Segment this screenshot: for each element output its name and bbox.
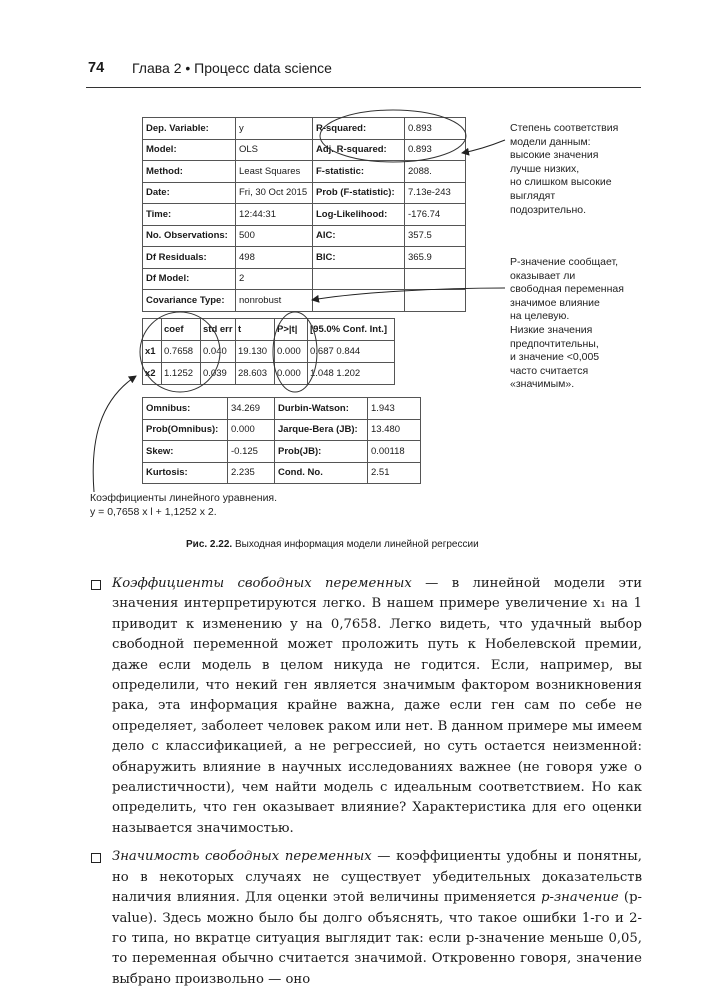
table-cell: 2088.	[405, 161, 466, 183]
table-cell: Durbin-Watson:	[275, 398, 368, 420]
pvalue-ellipse	[273, 312, 317, 392]
table-cell: nonrobust	[236, 290, 313, 312]
annotation-line: оказывает ли	[510, 269, 576, 282]
annotation-line: на целевую.	[510, 310, 570, 323]
table-cell: Omnibus:	[143, 398, 228, 420]
figure-caption	[186, 539, 479, 550]
rsquared-ellipse	[320, 110, 466, 162]
table-cell: Least Squares	[236, 161, 313, 183]
annotation-line: «значимым».	[510, 378, 575, 391]
coef-arrow	[93, 376, 136, 492]
list-item	[88, 574, 642, 839]
table-cell: Df Residuals:	[143, 247, 236, 269]
table-cell: 7.13e-243	[405, 182, 466, 204]
table-cell: Fri, 30 Oct 2015	[236, 182, 313, 204]
table-cell: 0.893	[405, 139, 466, 161]
table-cell: t	[236, 319, 275, 341]
table-cell: 2.51	[368, 462, 421, 484]
bullet-text-after: (p-value). Здесь можно было бы долго объяснять, что такое ошибки 1-го и 2-го типа, но вкратце ситуация выглядит так: если p-значение меньше 0,05, то переменная обычно считается значимой. Откровенно говоря, значение выбрано произвольно — оно	[112, 890, 642, 987]
table-cell: Prob(JB):	[275, 441, 368, 463]
table-cell: 13.480	[368, 419, 421, 441]
table-cell: Covariance Type:	[143, 290, 236, 312]
table-cell: Method:	[143, 161, 236, 183]
table-cell: 2	[236, 268, 313, 290]
table-cell: 28.603	[236, 363, 275, 385]
table-cell: Log-Likelihood:	[313, 204, 405, 226]
figure-label: Рис. 2.22.	[186, 539, 233, 550]
annotation-line: подозрительно.	[510, 203, 586, 216]
coef-ellipse	[140, 312, 220, 392]
bullet-term-2: p-значение	[541, 890, 619, 906]
table-cell: 0.000	[275, 363, 308, 385]
table-cell: Prob(Omnibus):	[143, 419, 228, 441]
annotation-line: значимое влияние	[510, 296, 600, 309]
annotation-line: предпочтительны,	[510, 337, 599, 350]
table-cell: Skew:	[143, 441, 228, 463]
table-cell: Prob (F-statistic):	[313, 182, 405, 204]
chapter-title: Глава 2 • Процесс data science	[132, 60, 332, 76]
table-cell: 0.687 0.844	[308, 341, 395, 363]
bullet-text: — коэффициенты удобны и понятны, но в некоторых случаях не существует убедительных доказательств наличия влияния. Для оценки этой величины применяется	[112, 849, 642, 906]
annotation-line: и значение <0,005	[510, 351, 600, 364]
bullet-list	[88, 574, 642, 998]
table-cell: -176.74	[405, 204, 466, 226]
table-cell: Time:	[143, 204, 236, 226]
table-cell: 0.7658	[162, 341, 201, 363]
table-cell: 1.943	[368, 398, 421, 420]
table-cell: Dep. Variable:	[143, 118, 236, 140]
annotation-line: лучше низких,	[510, 162, 580, 175]
table-cell: 365.9	[405, 247, 466, 269]
annotation-line: Р-значение сообщает,	[510, 256, 619, 268]
checkbox-bullet-icon	[91, 853, 101, 863]
table-cell: 34.269	[228, 398, 275, 420]
table-cell: coef	[162, 319, 201, 341]
table-cell: BIC:	[313, 247, 405, 269]
table-cell: 12:44:31	[236, 204, 313, 226]
table-cell: 357.5	[405, 225, 466, 247]
table-cell: OLS	[236, 139, 313, 161]
annotation-line: часто считается	[510, 364, 589, 377]
annotation-line: выглядят	[510, 189, 556, 202]
page-number: 74	[88, 60, 105, 76]
annotation-line: высокие значения	[510, 149, 599, 162]
table-cell: -0.125	[228, 441, 275, 463]
table-cell: 0.893	[405, 118, 466, 140]
table-cell: 0.00118	[368, 441, 421, 463]
annotation-line: свободная переменная	[510, 283, 624, 296]
annotation-line: модели данным:	[510, 135, 591, 148]
table-cell: No. Observations:	[143, 225, 236, 247]
bullet-term: Значимость свободных переменных	[112, 849, 372, 865]
annotation-line: Степень соответствия	[510, 122, 619, 134]
table-cell: [95.0% Conf. Int.]	[308, 319, 395, 341]
checkbox-bullet-icon	[91, 580, 101, 590]
table-cell: 0.000	[228, 419, 275, 441]
table-cell: Jarque-Bera (JB):	[275, 419, 368, 441]
table-cell: AIC:	[313, 225, 405, 247]
table-cell: Model:	[143, 139, 236, 161]
table-cell: Kurtosis:	[143, 462, 228, 484]
table-cell: 498	[236, 247, 313, 269]
rsquared-arrow	[462, 140, 505, 153]
table-cell: 0.040	[201, 341, 236, 363]
table-cell: F-statistic:	[313, 161, 405, 183]
bullet-text: — в линейной модели эти значения интерпретируются легко. В нашем примере увеличение x₁ на 1 приводит к изменению y на 0,7658. Легко видеть, что удачный выбор свободной переменной может проложить путь к Нобелевской премии, даже если модель в целом никуда не годится. Если, например, вы определили, что некий ген является значимым фактором возникновения рака, эта информация крайне важна, даже если ген сам по себе не определяет, заболеет человек раком или нет. В данном примере мы имеем дело с классификацией, а не регрессией, но суть остается неизменной: обнаружить влияние в научных исследованиях важнее (не говоря уже о реалистичности), чем найти модель с идеальным соответствием. Но как определить, что ген оказывает влияние? Характеристика для его оценки называется значимостью.	[112, 576, 643, 836]
table-cell: std err	[201, 319, 236, 341]
table-cell: Adj. R-squared:	[313, 139, 405, 161]
table-cell: y	[236, 118, 313, 140]
bullet-term: Коэффициенты свободных переменных	[112, 576, 412, 591]
table-cell: x2	[143, 363, 162, 385]
table-cell: R-squared:	[313, 118, 405, 140]
figure-caption-text: Выходная информация модели линейной регрессии	[232, 539, 479, 550]
table-cell: 2.235	[228, 462, 275, 484]
table-cell: 1.048 1.202	[308, 363, 395, 385]
table-cell: 0.000	[275, 341, 308, 363]
table-cell: 19.130	[236, 341, 275, 363]
annotation-line: Коэффициенты линейного уравнения.	[90, 492, 278, 504]
annotation-line: y = 0,7658 x l + 1,1252 x 2.	[90, 505, 217, 518]
annotation-line: Низкие значения	[510, 323, 593, 336]
table-cell: x1	[143, 341, 162, 363]
table-cell: 0.039	[201, 363, 236, 385]
annotation-line: но слишком высокие	[510, 176, 612, 189]
list-item	[88, 847, 642, 990]
table-cell: 500	[236, 225, 313, 247]
pvalue-arrow	[312, 288, 505, 300]
table-cell: Df Model:	[143, 268, 236, 290]
table-cell: Cond. No.	[275, 462, 368, 484]
table-cell: P>|t|	[275, 319, 308, 341]
table-cell: 1.1252	[162, 363, 201, 385]
table-cell: Date:	[143, 182, 236, 204]
